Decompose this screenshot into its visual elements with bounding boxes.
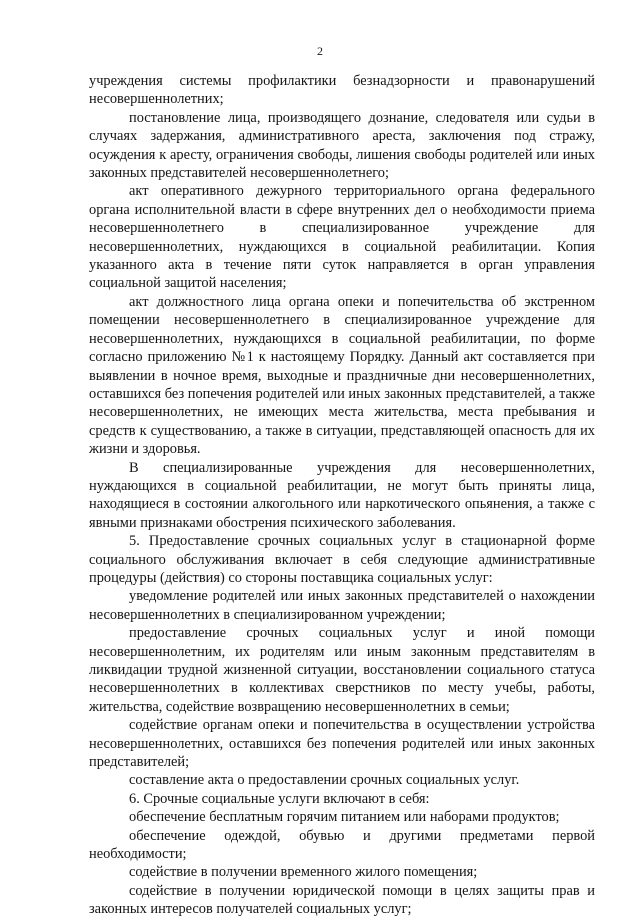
document-body <box>89 72 595 919</box>
page-number: 2 <box>317 44 323 58</box>
paragraph-2: постановление лица, производящего дознание, следователя или судьи в случаях задержания, административного ареста, заключения под стражу, осуждения к аресту, ограничения свободы, лишения свободы родителей или иных законных представителей несовершеннолетнего; <box>89 109 595 182</box>
paragraph-7: уведомление родителей или иных законных представителей о нахождении несовершеннолетних в специализированном учреждении; <box>89 588 595 623</box>
paragraph-15: содействие в получении юридической помощи в целях защиты прав и законных интересов получателей социальных услуг; <box>89 882 595 918</box>
paragraph-8: предоставление срочных социальных услуг и иной помощи несовершеннолетним, их родителям или иным законным представителям в ликвидации трудной жизненной ситуации, восстановлении социального статуса несовершеннолетних в коллективах сверстников по месту учебы, работы, жительства, содействие возвращению несовершеннолетних в семьи; <box>89 625 595 715</box>
paragraph-4: акт должностного лица органа опеки и попечительства об экстренном помещении несовершеннолетнего в специализированное учреждение для несовершеннолетних, нуждающихся в социальной реабилитации, по форме согласно приложению №1 к настоящему Порядку. Данный акт составляется при выявлении в ночное время, выходные и праздничные дни несовершеннолетних, оставшихся без попечения родителей или иных законных представителей, а также несовершеннолетних, не имеющих места жительства, места пребывания и средств к существованию, а также в ситуации, представляющей опасность для их жизни и здоровья. <box>89 293 595 458</box>
paragraph-6: 5. Предоставление срочных социальных услуг в стационарной форме социального обслуживания включает в себя следующие административные процедуры (действия) со стороны поставщика социальных услуг: <box>89 533 595 586</box>
paragraph-11: 6. Срочные социальные услуги включают в себя: <box>129 790 430 807</box>
paragraph-3: акт оперативного дежурного территориального органа федерального органа исполнительной власти в сфере внутренних дел о необходимости приема несовершеннолетнего в специализированное учреждение для несовершеннолетних, нуждающихся в социальной реабилитации. Копия указанного акта в течение пяти суток направляется в орган управления социальной защитой населения; <box>89 183 595 292</box>
paragraph-1: учреждения системы профилактики безнадзорности и правонарушений несовершеннолетних; <box>89 73 595 108</box>
paragraph-10: составление акта о предоставлении срочных социальных услуг. <box>129 772 520 789</box>
paragraph-9: содействие органам опеки и попечительства в осуществлении устройства несовершеннолетних, оставшихся без попечения родителей или иных законных представителей; <box>89 717 595 771</box>
paragraph-12: обеспечение бесплатным горячим питанием или наборами продуктов; <box>129 809 560 826</box>
paragraph-14: содействие в получении временного жилого помещения; <box>129 864 478 881</box>
paragraph-5: В специализированные учреждения для несовершеннолетних, нуждающихся в социальной реабилитации, не могут быть приняты лица, находящиеся в состоянии алкогольного или наркотического опьянения, а также с явными признаками обострения психического заболевания. <box>89 459 595 531</box>
paragraph-13: обеспечение одеждой, обувью и другими предметами первой необходимости; <box>89 827 595 863</box>
